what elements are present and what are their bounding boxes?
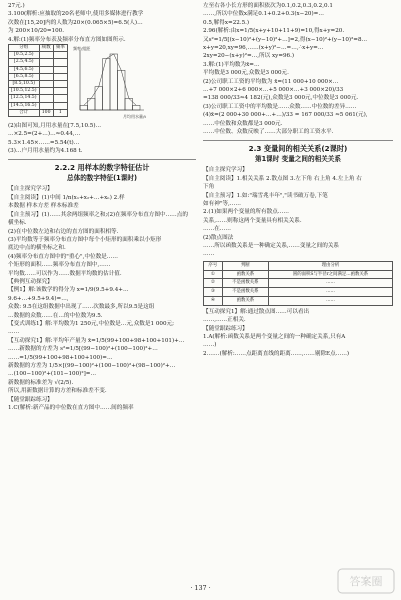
table-cell (53, 66, 67, 73)
text-line: ……所以函数关系是一种确定关系,……变量之间的关系 (203, 242, 340, 249)
text-line: 底边中点的横坐标之和. (8, 245, 66, 252)
text-line: ……新数据的方差为 s²=1/5[(99−100)²+(100−100)²+… (8, 346, 158, 353)
text-line: 2xy=20−(x+y)²=…,所以 xy=96.) (203, 53, 295, 60)
text-line: 3.解:(1)平均数为x̄=… (203, 61, 260, 68)
divider (8, 159, 196, 160)
text-line: 平均数是3 000元,众数是3 000元. (203, 70, 289, 77)
table-cell (53, 52, 67, 59)
text-line: 【例1】解:该数学的得分为 x=1/9(9.5+9.4+… (8, 287, 129, 294)
text-line: 【自主探究学习】 (203, 167, 248, 174)
text-line: 9.6+…+9.5+9.4)=…, (8, 295, 69, 302)
table-cell: [0.5,2.5) (9, 52, 40, 59)
text-line: 4.解:(1)频率分布表及频率分布直方图如图所示. (8, 36, 126, 43)
text-line: 所以,用新数据计算的方差和标准差不变. (8, 388, 107, 395)
text-line: ……) (203, 342, 217, 349)
text-line: 【随堂跟踪练习】 (8, 396, 53, 403)
text-line: ……,所以中位数x满足0.1+0.2+0.3(x−20)=… (203, 11, 324, 18)
svg-text:答案圈: 答案圈 (349, 575, 383, 588)
table-cell (53, 73, 67, 80)
left-answer-text (8, 122, 196, 156)
text-line: ……=1/5(99+100+98+100+100)=… (8, 354, 113, 361)
text-line: 1.A(解析:函数关系是两个变量之间的一种确定关系,只有A (203, 333, 346, 340)
text-line: 新数据的标准差为 √(2/5). (8, 379, 74, 386)
histogram-bar (87, 98, 95, 110)
table-cell: ① (204, 270, 223, 279)
text-line: 又s²=1/5[(x−10)²+(y−10)²+…]=2,得(x−10)²+(y−10)²=8… (203, 36, 368, 43)
table-cell: [10.5,12.5) (9, 88, 40, 95)
table-row (9, 66, 68, 73)
table-cell: ② (204, 279, 223, 288)
text-line: ……中位数、众数反映了……大部分职工的工资水平. (203, 129, 334, 136)
table-cell (53, 102, 67, 109)
text-line: 5.3×1.45×……=5.54(t)… (8, 139, 80, 146)
histogram-bar (80, 105, 88, 110)
page-number: · 137 · (190, 584, 211, 592)
subsection-title-2: 第1课时 变量之间的相关关系 (254, 154, 341, 163)
text-line: 关系,……则称这两个变量具有相关关系. (203, 217, 302, 224)
table-cell (39, 66, 53, 73)
table-cell: …… (269, 296, 393, 305)
text-line: 众数: 9.5在这组数据中出现了……次数最多,所以9.5是这组 (8, 304, 155, 311)
text-line: (3)公司职工工资中的平均数是……众数……中位数的差异…… (203, 103, 357, 110)
histogram-bar (110, 54, 118, 110)
text-line: …×2.5=(2+…)…≈0.44,… (8, 131, 81, 138)
text-line: 如有神"等,…… (203, 200, 241, 207)
text-line: 下角 (203, 184, 215, 191)
text-line: 平均数……可以作为……数据平均数的估计值. (8, 270, 122, 277)
text-line: (2)散点图法 (203, 234, 234, 241)
table-header-cell: 判断 (222, 261, 268, 270)
table-row (9, 59, 68, 66)
text-line: …… (8, 329, 20, 336)
table-cell (39, 88, 53, 95)
text-line: 【变式训练1】解:平均数为1 250元,中位数是…元,众数是1 000元; (8, 320, 174, 327)
text-line: (2)在中位数左边和右边的直方图的面积相等. (8, 228, 119, 235)
text-line: 【自主阅读】1.相关关系 2.散点图 3.左下角 右上角 4.左上角 右 (203, 175, 362, 182)
table-cell: 圆的面积S与半径r之间满足…函数关系 (269, 270, 393, 279)
text-line: (2)由图可知,月用水量在[7.5,10.5)… (8, 123, 102, 130)
text-line: 2.96(解析:由x=1/5(x+y+10+11+9)=10,得x+y=20. (203, 28, 345, 35)
table-cell (39, 59, 53, 66)
text-line: …… (203, 251, 215, 258)
frequency-table (8, 44, 68, 117)
table-row (9, 88, 68, 95)
table-header-cell: 频率 (53, 45, 67, 52)
text-line: x+y=20,xy=96,……(x+y)²−…=…,∴x+y=… (203, 45, 324, 52)
histogram-bar (125, 98, 133, 110)
table-row (204, 296, 393, 305)
judgement-table (203, 261, 393, 306)
text-line: 【随堂跟踪练习】 (203, 325, 248, 332)
table-row (9, 73, 68, 80)
table-header-cell: 分组 (9, 45, 40, 52)
table-cell: [4.5,6.5) (9, 66, 40, 73)
table-cell: ④ (204, 296, 223, 305)
text-line: (4)x̄=(2 000+30 000+…+…)/33 = 167 000/33 ≈5 061(元), (203, 112, 368, 119)
table-row (204, 270, 393, 279)
text-line: 【自主预习】(1)……其余两组频率之和;(2)在频率分布直方图中……点的 (8, 211, 188, 218)
frequency-figure (8, 44, 196, 122)
table-cell (39, 73, 53, 80)
table-cell (53, 81, 67, 88)
text-line: …数据的众数……在…的中位数为9.5. (8, 312, 103, 319)
table-cell: 合计 (9, 109, 40, 116)
text-line: 新数据的方差为 1/5×[(99−100)²+(100−100)²+(98−100)²+… (8, 363, 176, 369)
histogram-bar (132, 105, 140, 110)
text-line: (3)…户月用水量约为4.168 t. (8, 148, 83, 155)
table-cell: [2.5,4.5) (9, 59, 40, 66)
table-cell (39, 81, 53, 88)
table-row (9, 102, 68, 109)
text-line: (2)公司职工工资的平均数为 x̄=(11 000+10 000×… (203, 78, 339, 85)
text-line: 次数在[15,20]内的人数为20×(0.065×5)=6.5(人)… (8, 19, 143, 26)
text-line: (4)频率分布直方图中的"重心",中位数是…… (8, 253, 118, 260)
text-line: 左至右各小长方形的面积依次为0.1,0.2,0.3,0.2,0.1 (203, 3, 333, 9)
text-line: 1.C(解析:新产品的中位数在直方图中……间的频率 (8, 405, 134, 412)
table-total-row (9, 109, 68, 116)
table-row (9, 95, 68, 102)
table-row (204, 288, 393, 297)
table-cell: ③ (204, 288, 223, 297)
text-line: 0.5,解得x=22.5.) (203, 19, 250, 26)
text-line: 为 200×10/20=100. (8, 28, 64, 35)
table-row (204, 279, 393, 288)
text-line: 3.100(解析:应抽取的20名老师中,使用多媒体进行教学 (8, 11, 144, 18)
text-line: ……中位数和众数都是3 000元. (203, 120, 283, 127)
text-line: 本数据 样本方差 样本标准差 (8, 203, 79, 210)
table-cell: 100 (39, 109, 53, 116)
left-column (8, 2, 196, 412)
text-line: …+7 000×2+6 000×…+5 000×…+3 000×20)/33 (203, 87, 344, 94)
table-header-cell: 频数 (39, 45, 53, 52)
table-cell (53, 88, 67, 95)
right-top-text (203, 2, 393, 137)
text-line: 【典例互动探究】 (8, 278, 53, 285)
x-axis-label: 月均用水量/t (122, 114, 146, 120)
table-cell (39, 52, 53, 59)
table-cell: [8.5,10.5) (9, 81, 40, 88)
table-cell (39, 102, 53, 109)
table-cell (39, 95, 53, 102)
text-line: 【自主阅读】(1)中间 1/n(x₁+x₂+…+xₙ) 2.样 (8, 194, 125, 201)
text-line: 【互动探究1】解:通过散点图……可以看出 (203, 308, 310, 315)
table-cell: [14.5,16.5) (9, 102, 40, 109)
table-cell: 不是函数关系 (222, 279, 268, 288)
watermark-logo (337, 568, 395, 594)
text-line: 横坐标. (8, 220, 27, 227)
divider (203, 140, 393, 141)
table-header-cell: 序号 (204, 261, 223, 270)
table-cell: [6.5,8.5) (9, 73, 40, 80)
histogram-bar (117, 70, 125, 110)
table-cell (53, 59, 67, 66)
text-line: 个矩形的面积……频率分布直方图中,…… (8, 262, 111, 269)
y-axis-label: 频率/组距 (72, 46, 91, 52)
table-cell (53, 95, 67, 102)
table-cell: …… (269, 288, 393, 297)
histogram-bar (102, 59, 110, 110)
text-line: 【自主探究学习】 (8, 186, 53, 193)
histogram-bar (95, 87, 103, 110)
table-row (9, 52, 68, 59)
text-line: 【互动探究1】解:平均年产量为 x̄=1/5(99+100+98+100+101)+… (8, 337, 185, 344)
table-header-cell: 理由分析 (269, 261, 393, 270)
subsection-title: 总体的数字特征(1课时) (67, 174, 137, 183)
right-column (203, 2, 393, 358)
table-cell: 1 (53, 109, 67, 116)
table-cell: 不是函数关系 (222, 288, 268, 297)
left-body-text (8, 185, 196, 412)
right-body-text (203, 166, 393, 258)
text-line: 2.(1)如果两个变量的所有散点…… (203, 209, 289, 216)
text-line: 【自主预习】1.如:"瑞雪兆丰年","读书破万卷,下笔 (203, 192, 328, 199)
left-top-text (8, 2, 196, 44)
text-line: …(100−100)²+(101−100)²]=… (8, 371, 97, 378)
text-line: (3)平均数等于频率分布直方图中每个小矩形的面积乘以小矩形 (8, 236, 162, 243)
section-title: 2.2.2 用样本的数字特征估计 (54, 162, 150, 172)
text-line: 2.……(解析:……点距离直线的距离……,……剔除E点……) (203, 350, 350, 357)
table-cell: 函数关系 (222, 270, 268, 279)
text-line: ……在…… (203, 226, 231, 233)
table-cell: 函数关系 (222, 296, 268, 305)
text-line: 27元.) (8, 3, 25, 9)
table-cell: [12.5,14.5) (9, 95, 40, 102)
table-row (9, 81, 68, 88)
text-line: =138 000/33≈4 182(元),众数是3 000元,中位数是3 000元. (203, 95, 359, 102)
section-title-2: 2.3 变量间的相关关系(2课时) (248, 143, 348, 153)
table-cell: …… (269, 279, 393, 288)
text-line: ……,……正相关. (203, 317, 246, 324)
right-tail-text (203, 308, 393, 358)
frequency-histogram (72, 44, 146, 122)
